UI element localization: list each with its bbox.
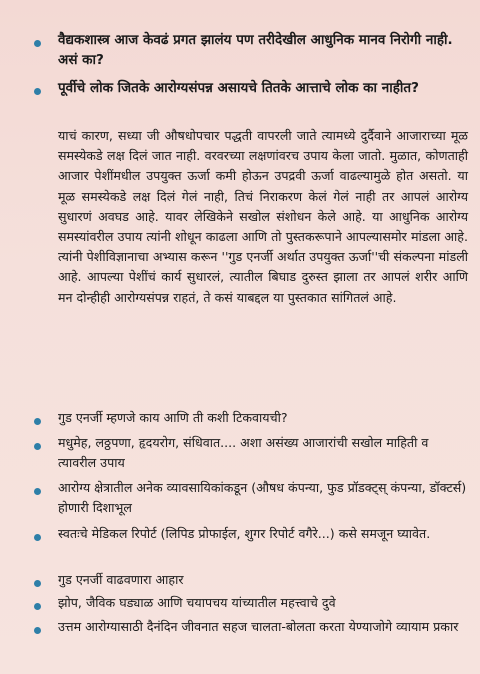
description-paragraph: याचं कारण, सध्या जी औषधोपचार पद्धती वापरली जाते त्यामध्ये दुर्दैवाने आजाराच्या मूळ समस्येकडे लक्ष दिलं जात नाही. वरवरच्या लक्षणांवरच उपाय केला जातो. मुळात, कोणताही आजार पेशींमधील उपयुक्त ऊर्जा कमी होऊन उपद्रवी ऊर्जा वाढल्यामुळे होत असतो. या मूळ समस्येकडे लक्ष दिलं गेलं नाही, तिचं निराकरण केलं गेलं नाही तर आपलं आरोग्य सुधारणं अवघड आहे. यावर लेखिकेने सखोल संशोधन केले आहे. या आधुनिक आरोग्य समस्यांवरील उपाय त्यांनी शोधून काढला आणि तो पुस्तकरूपाने आपल्यासमोर मांडला आहे. त्यांनी पेशीविज्ञानाचा अभ्यास करून ''गुड एनर्जी अर्थात उपयुक्त ऊर्जा''ची संकल्पना मांडली आहे. आपल्या पेशींचं कार्य सुधारलं, त्यातील बिघाड दुरुस्त झाला तर आपलं शरीर आणि मन दोन्हीही आरोग्यसंपन्न राहतं, ते कसं याबद्दल या पुस्तकात सांगितलं आहे. <box>58 128 468 305</box>
bullet-icon <box>34 534 41 541</box>
bullet-icon <box>34 603 41 610</box>
list-item: गुड एनर्जी म्हणजे काय आणि ती कशी टिकवायची? <box>58 410 288 425</box>
bullet-icon <box>34 580 41 587</box>
bullet-icon <box>34 627 41 634</box>
list-item: स्वतःचे मेडिकल रिपोर्ट (लिपिड प्रोफाईल, शुगर रिपोर्ट वगैरे...) कसे समजून घ्यावेत. <box>58 526 431 541</box>
bullet-icon <box>34 40 41 47</box>
bullet-icon <box>34 443 41 450</box>
list-item: आरोग्य क्षेत्रातील अनेक व्यावसायिकांकडून (औषध कंपन्या, फुड प्रॉडक्ट्स् कंपन्या, डॉक्टर्स) होणारी दिशाभूल <box>58 480 467 515</box>
bullet-icon <box>34 88 41 95</box>
bullet-icon <box>34 418 41 425</box>
list-item: झोप, जैविक घड्याळ आणि चयापचय यांच्यातील महत्त्वाचे दुवे <box>58 595 336 610</box>
list-item: मधुमेह, लठ्ठपणा, हृदयरोग, संधिवात.... अशा असंख्य आजारांची सखोल माहिती व त्यावरील उपाय <box>58 435 429 470</box>
list-item: गुड एनर्जी वाढवणारा आहार <box>58 572 184 587</box>
bullet-icon <box>34 488 41 495</box>
question-2: पूर्वीचे लोक जितके आरोग्यसंपन्न असायचे तितके आत्ताचे लोक का नाहीत? <box>58 80 419 96</box>
question-1: वैद्यकशास्त्र आज केवढं प्रगत झालंय पण तरीदेखील आधुनिक मानव निरोगी नाही. असं का? <box>58 32 453 68</box>
list-item: उत्तम आरोग्यासाठी दैनंदिन जीवनात सहज चालता-बोलता करता येण्याजोगे व्यायाम प्रकार <box>58 619 459 634</box>
